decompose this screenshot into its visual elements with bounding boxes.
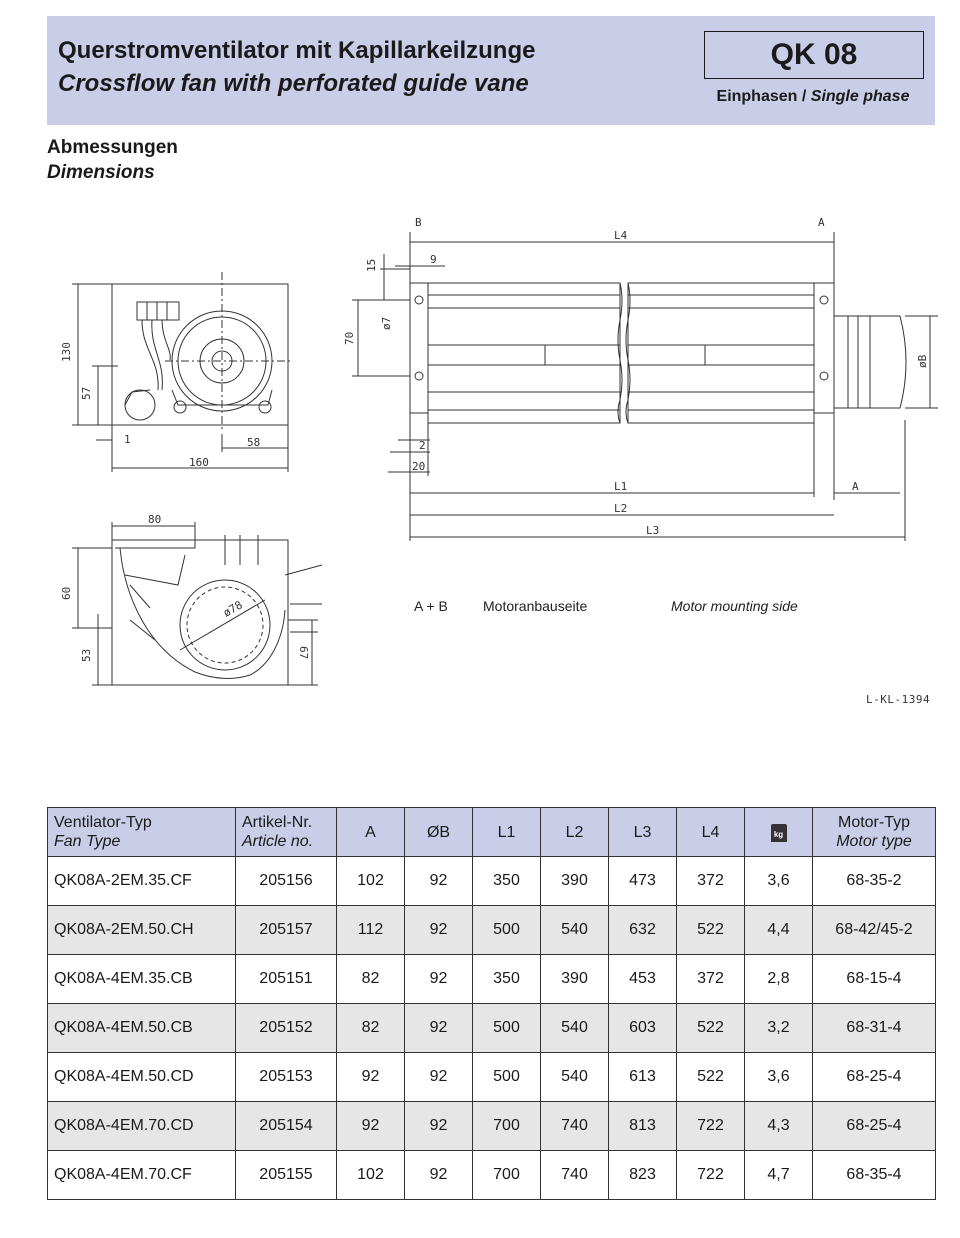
col-fan-type-german: Ventilator-Typ: [54, 814, 152, 831]
cell-motor-type: 68-35-4: [813, 1151, 936, 1200]
cell-l3: 613: [609, 1053, 677, 1102]
cell-b: 92: [405, 1004, 473, 1053]
dim-58: 58: [247, 436, 261, 449]
cell-l1: 500: [473, 1004, 541, 1053]
col-fan-type: [48, 808, 236, 857]
cell-l1: 350: [473, 857, 541, 906]
dim-78: ø78: [221, 598, 245, 620]
cell-fan-type: QK08A-2EM.50.CH: [48, 906, 236, 955]
cell-l4: 522: [677, 906, 745, 955]
phase-german: Einphasen /: [716, 88, 807, 105]
weight-icon: kg: [771, 824, 787, 842]
cell-l1: 350: [473, 955, 541, 1004]
cell-fan-type: QK08A-4EM.70.CD: [48, 1102, 236, 1151]
section-title-english: Dimensions: [47, 162, 155, 183]
col-article-no-english: Article no.: [242, 833, 314, 850]
cell-article-no: 205156: [236, 857, 337, 906]
cell-l1: 700: [473, 1102, 541, 1151]
cell-l3: 603: [609, 1004, 677, 1053]
specification-table: [47, 807, 936, 1200]
cell-l4: 522: [677, 1053, 745, 1102]
cell-b: 92: [405, 857, 473, 906]
table-row: [48, 857, 936, 906]
col-l2: L2: [541, 808, 609, 857]
cell-a: 102: [337, 1151, 405, 1200]
cell-fan-type: QK08A-4EM.50.CB: [48, 1004, 236, 1053]
dim-80: 80: [148, 513, 162, 526]
top-view: [352, 232, 938, 541]
col-l3: L3: [609, 808, 677, 857]
dim-a: A: [852, 480, 859, 493]
table-row: [48, 1151, 936, 1200]
cell-l3: 473: [609, 857, 677, 906]
cell-weight: 3,6: [745, 1053, 813, 1102]
cell-l1: 500: [473, 906, 541, 955]
side-view: [72, 522, 322, 685]
cell-article-no: 205155: [236, 1151, 337, 1200]
dim-53: 53: [80, 648, 93, 662]
drawing-number: L-KL-1394: [866, 693, 931, 706]
legend-english: Motor mounting side: [671, 598, 798, 614]
cell-b: 92: [405, 1102, 473, 1151]
cell-article-no: 205151: [236, 955, 337, 1004]
cell-l4: 722: [677, 1102, 745, 1151]
cell-l2: 740: [541, 1151, 609, 1200]
dim-2: 2: [419, 439, 426, 452]
cell-article-no: 205152: [236, 1004, 337, 1053]
col-weight: [745, 808, 813, 857]
cell-b: 92: [405, 955, 473, 1004]
col-a: A: [337, 808, 405, 857]
cell-article-no: 205153: [236, 1053, 337, 1102]
col-article-no: [236, 808, 337, 857]
cell-motor-type: 68-15-4: [813, 955, 936, 1004]
dim-20: 20: [412, 460, 426, 473]
cell-motor-type: 68-31-4: [813, 1004, 936, 1053]
dim-b: øB: [916, 354, 929, 368]
cell-motor-type: 68-42/45-2: [813, 906, 936, 955]
title-german: Querstromventilator mit Kapillarkeilzunge: [58, 37, 536, 64]
model-code-box: QK 08: [704, 31, 924, 79]
cell-a: 102: [337, 857, 405, 906]
cell-motor-type: 68-25-4: [813, 1053, 936, 1102]
cell-fan-type: QK08A-4EM.70.CF: [48, 1151, 236, 1200]
col-l1: L1: [473, 808, 541, 857]
cell-weight: 4,7: [745, 1151, 813, 1200]
section-title-german: Abmessungen: [47, 137, 178, 158]
cell-a: 92: [337, 1102, 405, 1151]
cell-l3: 453: [609, 955, 677, 1004]
cell-b: 92: [405, 1053, 473, 1102]
cell-weight: 3,6: [745, 857, 813, 906]
legend-german: Motoranbauseite: [483, 598, 588, 614]
table-row: [48, 906, 936, 955]
cell-fan-type: QK08A-2EM.35.CF: [48, 857, 236, 906]
dim-l3: L3: [646, 524, 660, 537]
cell-l1: 500: [473, 1053, 541, 1102]
cell-l2: 540: [541, 1053, 609, 1102]
cell-weight: 4,3: [745, 1102, 813, 1151]
cell-l1: 700: [473, 1151, 541, 1200]
col-motor-type: [813, 808, 936, 857]
title-english: Crossflow fan with perforated guide vane: [58, 70, 529, 97]
cell-l2: 740: [541, 1102, 609, 1151]
col-article-no-german: Artikel-Nr.: [242, 814, 313, 831]
cell-motor-type: 68-35-2: [813, 857, 936, 906]
dim-60: 60: [60, 586, 73, 600]
cell-l3: 823: [609, 1151, 677, 1200]
cell-article-no: 205154: [236, 1102, 337, 1151]
dim-7: ø7: [380, 316, 393, 330]
cell-l4: 372: [677, 955, 745, 1004]
cell-fan-type: QK08A-4EM.35.CB: [48, 955, 236, 1004]
legend-ab: A + B: [414, 598, 448, 614]
dim-70: 70: [343, 331, 356, 345]
cell-l2: 540: [541, 1004, 609, 1053]
phase-english: Single phase: [810, 88, 910, 105]
cell-b: 92: [405, 1151, 473, 1200]
cell-weight: 3,2: [745, 1004, 813, 1053]
label-b: B: [415, 216, 422, 229]
dim-l4: L4: [614, 229, 628, 242]
table-body: [48, 857, 936, 1200]
cell-a: 112: [337, 906, 405, 955]
table-row: [48, 1102, 936, 1151]
col-l4: L4: [677, 808, 745, 857]
cell-l2: 540: [541, 906, 609, 955]
cell-l4: 522: [677, 1004, 745, 1053]
cell-b: 92: [405, 906, 473, 955]
label-a: A: [818, 216, 825, 229]
cell-article-no: 205157: [236, 906, 337, 955]
dim-67: 67: [297, 646, 310, 660]
dim-130: 130: [60, 342, 73, 362]
cell-l3: 813: [609, 1102, 677, 1151]
cell-a: 82: [337, 1004, 405, 1053]
table-row: [48, 955, 936, 1004]
col-motor-type-german: Motor-Typ: [837, 814, 910, 831]
table-row: [48, 1004, 936, 1053]
dim-l2: L2: [614, 502, 628, 515]
dim-15: 15: [365, 258, 378, 272]
table-header-row: [48, 808, 936, 857]
cell-fan-type: QK08A-4EM.50.CD: [48, 1053, 236, 1102]
cell-a: 82: [337, 955, 405, 1004]
col-fan-type-english: Fan Type: [54, 833, 121, 850]
dim-160: 160: [189, 456, 209, 469]
dim-57: 57: [80, 386, 93, 400]
cell-l4: 372: [677, 857, 745, 906]
table-row: [48, 1053, 936, 1102]
col-motor-type-english: Motor type: [836, 833, 912, 850]
cell-l4: 722: [677, 1151, 745, 1200]
col-b: ØB: [405, 808, 473, 857]
dim-l1: L1: [614, 480, 628, 493]
dim-9: 9: [430, 253, 437, 266]
dim-1: 1: [124, 433, 131, 446]
cell-motor-type: 68-25-4: [813, 1102, 936, 1151]
cell-weight: 2,8: [745, 955, 813, 1004]
cell-weight: 4,4: [745, 906, 813, 955]
cell-l3: 632: [609, 906, 677, 955]
cell-l2: 390: [541, 857, 609, 906]
cell-l2: 390: [541, 955, 609, 1004]
cell-a: 92: [337, 1053, 405, 1102]
